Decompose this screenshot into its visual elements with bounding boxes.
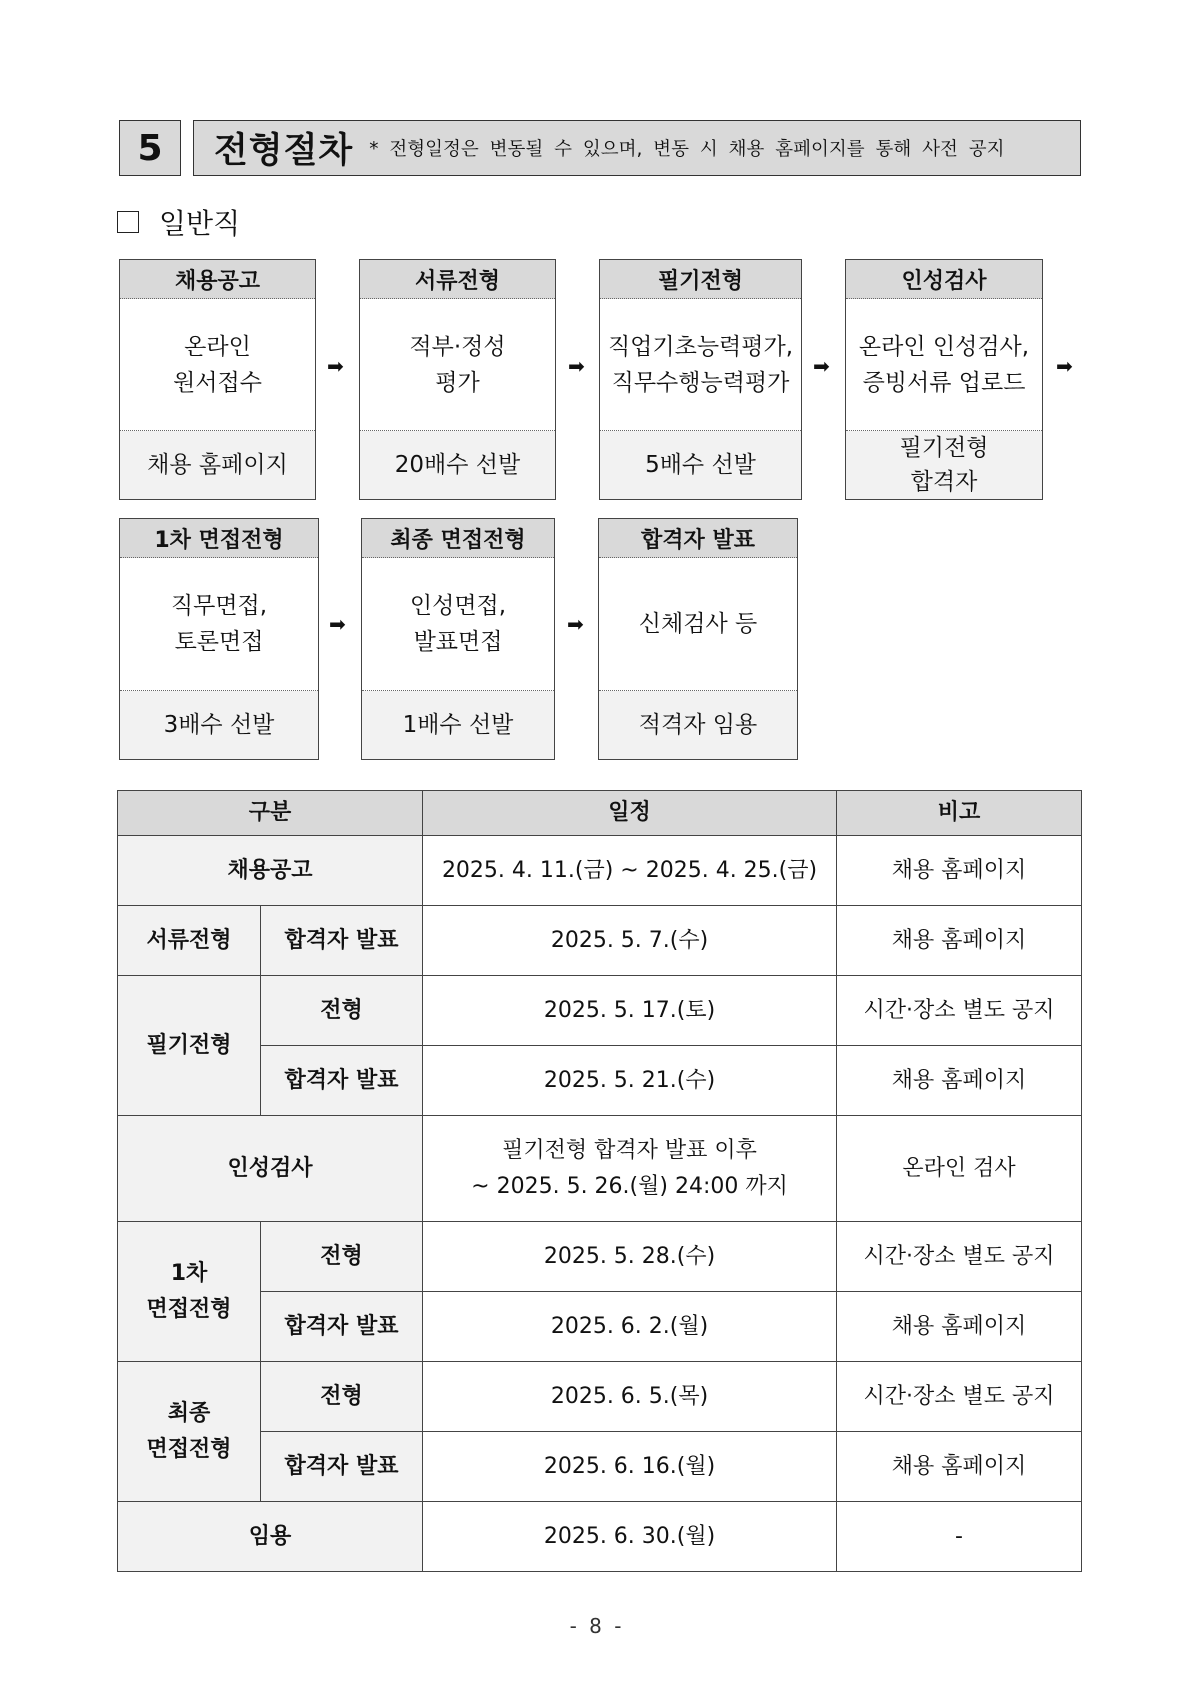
flow-step-body: 직업기초능력평가, 직무수행능력평가 — [600, 299, 801, 431]
schedule-note: 채용 홈페이지 — [837, 1432, 1082, 1502]
arrow-right-icon: ➡ — [813, 354, 830, 378]
column-header-schedule: 일정 — [423, 791, 837, 836]
flow-step-title: 1차 면접전형 — [120, 519, 318, 558]
row-sublabel: 합격자 발표 — [261, 1292, 423, 1362]
row-label: 1차 면접전형 — [118, 1222, 261, 1362]
flow-step-footer: 3배수 선발 — [120, 691, 318, 759]
row-label: 임용 — [118, 1502, 423, 1572]
section-number: 5 — [119, 120, 181, 176]
row-label: 채용공고 — [118, 836, 423, 906]
row-label: 인성검사 — [118, 1116, 423, 1222]
schedule-date: 2025. 5. 7.(수) — [423, 906, 837, 976]
checkbox-square-icon — [117, 211, 139, 233]
table-row — [118, 1046, 1082, 1116]
flow-step-body: 온라인 원서접수 — [120, 299, 315, 431]
flow-step-personality-test — [845, 259, 1043, 500]
table-row — [118, 906, 1082, 976]
schedule-note: 채용 홈페이지 — [837, 1292, 1082, 1362]
table-row — [118, 1222, 1082, 1292]
row-label: 필기전형 — [118, 976, 261, 1116]
subheading — [117, 202, 240, 242]
page-number: - 8 - — [569, 1614, 622, 1638]
schedule-note: - — [837, 1502, 1082, 1572]
schedule-date: 2025. 4. 11.(금) ~ 2025. 4. 25.(금) — [423, 836, 837, 906]
flow-step-document-screening — [359, 259, 556, 500]
table-row — [118, 1362, 1082, 1432]
schedule-note: 시간·장소 별도 공지 — [837, 1222, 1082, 1292]
flow-step-final-interview — [361, 518, 555, 760]
subheading-text: 일반직 — [159, 207, 241, 240]
row-sublabel: 합격자 발표 — [261, 906, 423, 976]
flow-step-body: 적부·정성 평가 — [360, 299, 555, 431]
column-header-remarks: 비고 — [837, 791, 1082, 836]
arrow-right-icon: ➡ — [1056, 354, 1073, 378]
row-sublabel: 합격자 발표 — [261, 1432, 423, 1502]
schedule-date: 2025. 6. 5.(목) — [423, 1362, 837, 1432]
flow-step-footer: 5배수 선발 — [600, 431, 801, 499]
table-row — [118, 1432, 1082, 1502]
flow-step-footer: 채용 홈페이지 — [120, 431, 315, 499]
schedule-date: 2025. 5. 21.(수) — [423, 1046, 837, 1116]
schedule-note: 시간·장소 별도 공지 — [837, 1362, 1082, 1432]
flow-step-title: 서류전형 — [360, 260, 555, 299]
schedule-date: 필기전형 합격자 발표 이후 ~ 2025. 5. 26.(월) 24:00 까지 — [423, 1116, 837, 1222]
row-sublabel: 전형 — [261, 1222, 423, 1292]
schedule-change-note: * 전형일정은 변동될 수 있으며, 변동 시 채용 홈페이지를 통해 사전 공지 — [369, 139, 1005, 160]
flow-step-title: 필기전형 — [600, 260, 801, 299]
table-row — [118, 1116, 1082, 1222]
schedule-note: 채용 홈페이지 — [837, 1046, 1082, 1116]
schedule-note: 채용 홈페이지 — [837, 906, 1082, 976]
flow-step-body: 직무면접, 토론면접 — [120, 558, 318, 691]
table-row — [118, 836, 1082, 906]
flow-step-footer: 20배수 선발 — [360, 431, 555, 499]
row-sublabel: 전형 — [261, 976, 423, 1046]
arrow-right-icon: ➡ — [568, 354, 585, 378]
flow-step-title: 합격자 발표 — [599, 519, 797, 558]
flow-step-first-interview — [119, 518, 319, 760]
schedule-date: 2025. 6. 16.(월) — [423, 1432, 837, 1502]
table-row — [118, 1502, 1082, 1572]
schedule-note: 온라인 검사 — [837, 1116, 1082, 1222]
flow-step-footer: 1배수 선발 — [362, 691, 554, 759]
flow-step-footer: 적격자 임용 — [599, 691, 797, 759]
flow-step-title: 채용공고 — [120, 260, 315, 299]
schedule-date: 2025. 5. 28.(수) — [423, 1222, 837, 1292]
flow-step-written-exam — [599, 259, 802, 500]
flow-step-body: 신체검사 등 — [599, 558, 797, 691]
row-sublabel: 합격자 발표 — [261, 1046, 423, 1116]
flow-step-title: 인성검사 — [846, 260, 1042, 299]
arrow-right-icon: ➡ — [327, 354, 344, 378]
schedule-table — [117, 790, 1082, 1572]
row-label: 서류전형 — [118, 906, 261, 976]
flow-step-title: 최종 면접전형 — [362, 519, 554, 558]
schedule-note: 시간·장소 별도 공지 — [837, 976, 1082, 1046]
column-header-category: 구분 — [118, 791, 423, 836]
table-row — [118, 1292, 1082, 1362]
row-label: 최종 면접전형 — [118, 1362, 261, 1502]
section-title-bar — [193, 120, 1081, 176]
flow-step-footer: 필기전형 합격자 — [846, 431, 1042, 499]
flow-step-body: 온라인 인성검사, 증빙서류 업로드 — [846, 299, 1042, 431]
schedule-date: 2025. 6. 2.(월) — [423, 1292, 837, 1362]
schedule-date: 2025. 5. 17.(토) — [423, 976, 837, 1046]
table-header-row — [118, 791, 1082, 836]
row-sublabel: 전형 — [261, 1362, 423, 1432]
flow-step-body: 인성면접, 발표면접 — [362, 558, 554, 691]
arrow-right-icon: ➡ — [329, 612, 346, 636]
flow-step-recruitment-notice — [119, 259, 316, 500]
schedule-note: 채용 홈페이지 — [837, 836, 1082, 906]
arrow-right-icon: ➡ — [567, 612, 584, 636]
flow-step-final-announcement — [598, 518, 798, 760]
table-row — [118, 976, 1082, 1046]
section-title: 전형절차 — [214, 131, 354, 171]
schedule-date: 2025. 6. 30.(월) — [423, 1502, 837, 1572]
